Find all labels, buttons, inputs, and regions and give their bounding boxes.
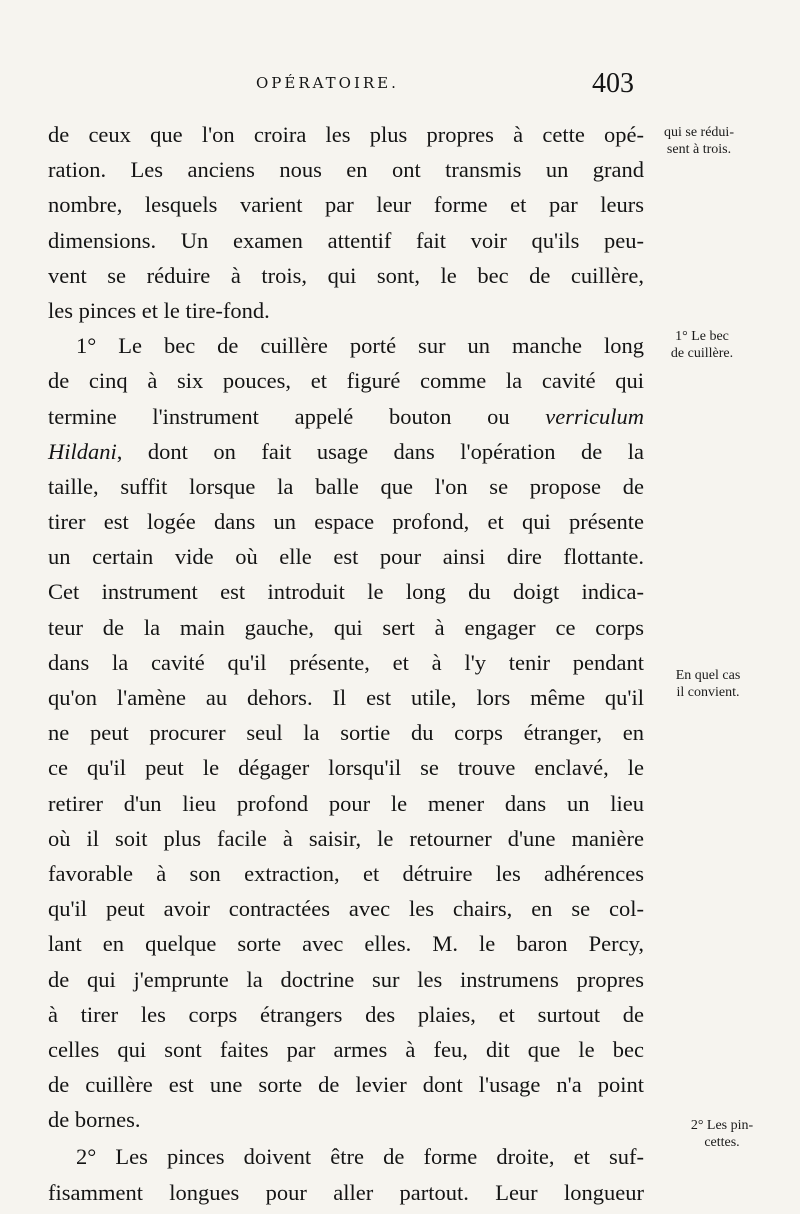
text-line: dans la cavité qu'il présente, et à l'y tenir pendant xyxy=(48,649,644,675)
text-line: vent se réduire à trois, qui sont, le bec de cuillère, xyxy=(48,262,644,288)
text-line: retirer d'un lieu profond pour le mener dans un lieu xyxy=(48,790,644,816)
margin-note-line: 2° Les pin- xyxy=(690,1118,754,1133)
margin-note xyxy=(672,1117,772,1151)
text-line: qu'il peut avoir contractées avec les chairs, en se col- xyxy=(48,896,644,922)
text-line: fisamment longues pour aller partout. Leur longueur xyxy=(48,1179,644,1205)
margin-note-line: de cuillère. xyxy=(670,346,734,361)
running-title: OPÉRATOIRE. xyxy=(256,74,399,92)
text-line: dimensions. Un examen attentif fait voir qu'ils peu- xyxy=(48,227,644,253)
text-line: Hildani, dont on fait usage dans l'opération de la xyxy=(48,438,644,464)
text-line: de cinq à six pouces, et figuré comme la cavité qui xyxy=(48,368,644,394)
body-text xyxy=(48,117,644,1210)
text-line: à tirer les corps étrangers des plaies, et surtout de xyxy=(48,1001,644,1027)
margin-note xyxy=(652,328,752,362)
text-line: taille, suffit lorsque la balle que l'on se propose de xyxy=(48,473,644,499)
margin-note-line: sent à trois. xyxy=(666,142,732,157)
text-line: de ceux que l'on croira les plus propres à cette opé- xyxy=(48,122,644,147)
margin-note-line: qui se rédui- xyxy=(664,125,734,140)
margin-note-line: En quel cas xyxy=(675,668,741,683)
text-line: 1° Le bec de cuillère porté sur un manche long xyxy=(76,333,644,359)
text-line: 2° Les pinces doivent être de forme droite, et suf- xyxy=(76,1144,644,1170)
margin-note-line: il convient. xyxy=(676,685,740,700)
margin-note-line: 1° Le bec xyxy=(675,329,729,344)
margin-note xyxy=(644,124,754,158)
text-line: qu'on l'amène au dehors. Il est utile, lors même qu'il xyxy=(48,685,644,710)
text-line: ce qu'il peut le dégager lorsqu'il se trouve enclavé, le xyxy=(48,755,644,781)
text-line: Cet instrument est introduit le long du doigt indica- xyxy=(48,579,644,605)
text-line: de bornes. xyxy=(48,1107,141,1133)
text-line: favorable à son extraction, et détruire les adhérences xyxy=(48,860,644,886)
text-line: où il soit plus facile à saisir, le retourner d'une manière xyxy=(48,825,644,851)
margin-note-line: cettes. xyxy=(704,1135,740,1150)
text-line: termine l'instrument appelé bouton ou verriculum xyxy=(48,403,644,429)
margin-note xyxy=(652,667,764,701)
page-number: 403 xyxy=(592,68,634,99)
text-line: tirer est logée dans un espace profond, et qui présente xyxy=(48,509,644,535)
text-line: un certain vide où elle est pour ainsi dire flottante. xyxy=(48,544,644,570)
text-line: les pinces et le tire-fond. xyxy=(48,297,270,323)
text-line: celles qui sont faites par armes à feu, dit que le bec xyxy=(48,1036,644,1062)
text-line: ne peut procurer seul la sortie du corps étranger, en xyxy=(48,720,644,746)
text-line: de qui j'emprunte la doctrine sur les instrumens propres xyxy=(48,966,644,992)
text-line: de cuillère est une sorte de levier dont l'usage n'a point xyxy=(48,1072,644,1098)
text-line: ration. Les anciens nous en ont transmis un grand xyxy=(48,157,644,183)
text-line: lant en quelque sorte avec elles. M. le baron Percy, xyxy=(48,931,644,957)
text-line: nombre, lesquels varient par leur forme et par leurs xyxy=(48,192,644,218)
text-line: teur de la main gauche, qui sert à engager ce corps xyxy=(48,614,644,640)
